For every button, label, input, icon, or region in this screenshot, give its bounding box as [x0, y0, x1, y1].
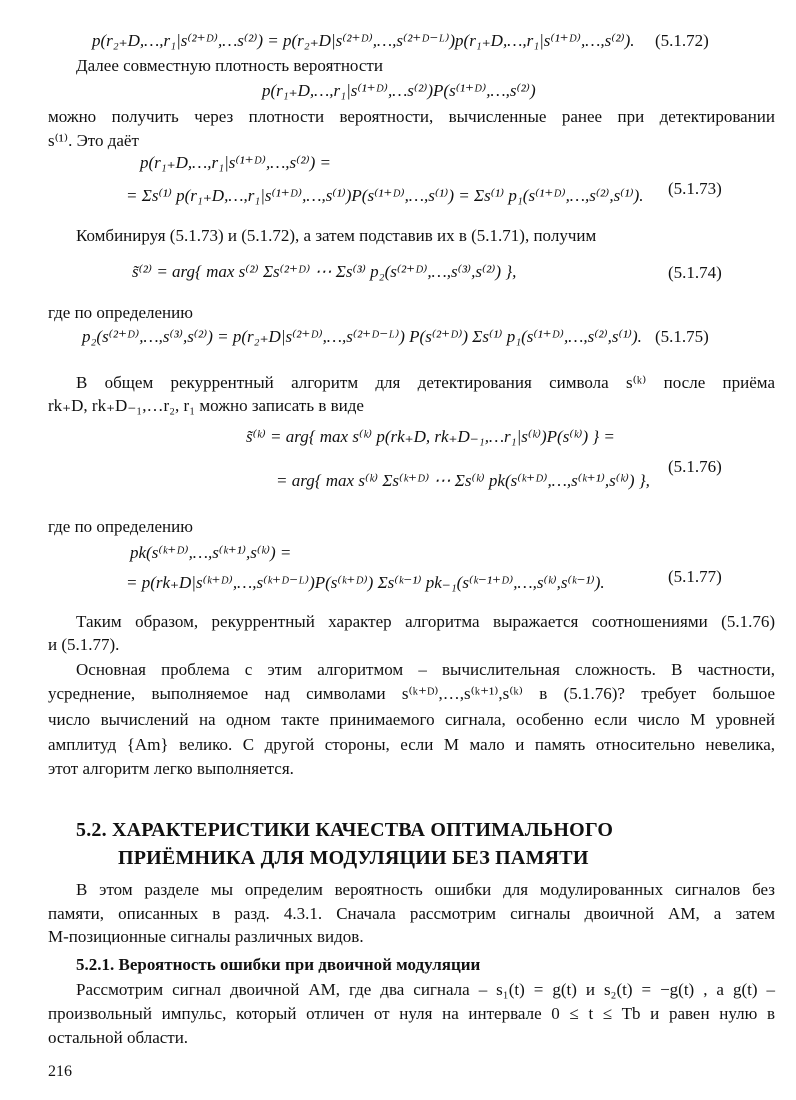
equation-number: (5.1.76): [668, 457, 722, 476]
paragraph-line: Основная проблема с этим алгоритмом – вычислительная сложность. В частности,: [76, 660, 775, 679]
paragraph-line: В этом разделе мы определим вероятность ошибки для модулированных сигналов без: [76, 880, 775, 899]
equation-number: (5.1.73): [668, 179, 722, 198]
equation-5-1-72: p(r₂₊D,…,r₁|s⁽²⁺ᴰ⁾,…s⁽²⁾) = p(r₂₊D|s⁽²⁺ᴰ⁾,…,s⁽²⁺ᴰ⁻ᴸ⁾)p(r₁₊D,…,r₁|s⁽¹⁺ᴰ⁾,…,s⁽²⁾).: [92, 31, 635, 50]
equation-density: p(r₁₊D,…,r₁|s⁽¹⁺ᴰ⁾,…s⁽²⁾)P(s⁽¹⁺ᴰ⁾,…,s⁽²⁾): [262, 81, 536, 100]
paragraph-line: амплитуд {Am} велико. С другой стороны, если M мало и память относительно невелика,: [48, 735, 775, 754]
equation-5-1-73-line1: p(r₁₊D,…,r₁|s⁽¹⁺ᴰ⁾,…,s⁽²⁾) =: [140, 153, 332, 172]
paragraph-line: rk₊D, rk₊D₋₁,…r₂, r₁ можно записать в виде: [48, 396, 364, 415]
paragraph-line: можно получить через плотности вероятности, вычисленные ранее при детектировании: [48, 107, 775, 126]
equation-number: (5.1.74): [668, 263, 722, 282]
paragraph-line: Таким образом, рекуррентный характер алгоритма выражается соотношениями (5.1.76): [76, 612, 775, 631]
paragraph-line: Рассмотрим сигнал двоичной АМ, где два сигнала – s₁(t) = g(t) и s₂(t) = −g(t) , а g(t) –: [76, 980, 775, 999]
equation-number: (5.1.77): [668, 567, 722, 586]
page-number: 216: [48, 1063, 72, 1080]
paragraph-line: усреднение, выполняемое над символами s⁽ᵏ⁺ᴰ⁾,…,s⁽ᵏ⁺¹⁾,s⁽ᵏ⁾ в (5.1.76)? требует большое: [48, 684, 775, 703]
paragraph-line: где по определению: [48, 303, 193, 322]
paragraph-line: и (5.1.77).: [48, 635, 120, 654]
equation-number: (5.1.75): [655, 327, 709, 346]
equation-5-1-76-line2: = arg{ max s⁽ᵏ⁾ Σs⁽ᵏ⁺ᴰ⁾ ⋯ Σs⁽ᵏ⁾ pk(s⁽ᵏ⁺ᴰ⁾,…,s⁽ᵏ⁺¹⁾,s⁽ᵏ⁾) },: [276, 471, 650, 490]
paragraph-line: где по определению: [48, 517, 193, 536]
equation-number: (5.1.72): [655, 31, 709, 50]
paragraph-line: В общем рекуррентный алгоритм для детектирования символа s⁽ᵏ⁾ после приёма: [76, 373, 775, 392]
paragraph-line: M-позиционные сигналы различных видов.: [48, 927, 364, 946]
section-heading: 5.2. ХАРАКТЕРИСТИКИ КАЧЕСТВА ОПТИМАЛЬНОГО: [76, 819, 614, 841]
equation-5-1-76-line1: s̃⁽ᵏ⁾ = arg{ max s⁽ᵏ⁾ p(rk₊D, rk₊D₋₁,…r₁|s⁽ᵏ⁾)P(s⁽ᵏ⁾) } =: [246, 427, 615, 446]
paragraph-line: памяти, описанных в разд. 4.3.1. Сначала рассмотрим сигналы двоичной АМ, а затем: [48, 904, 775, 923]
paragraph-line: произвольный импульс, который отличен от нуля на интервале 0 ≤ t ≤ Tb и равен нулю в: [48, 1004, 775, 1023]
paragraph-line: число вычислений на одном такте принимаемого сигнала, особенно если число M уровней: [48, 710, 775, 729]
paragraph-line: s⁽¹⁾. Это даёт: [48, 131, 139, 150]
equation-5-1-75: p₂(s⁽²⁺ᴰ⁾,…,s⁽³⁾,s⁽²⁾) = p(r₂₊D|s⁽²⁺ᴰ⁾,…,s⁽²⁺ᴰ⁻ᴸ⁾) P(s⁽²⁺ᴰ⁾) Σs⁽¹⁾ p₁(s⁽¹⁺ᴰ⁾,…,s⁽²⁾,s⁽¹⁾).: [82, 327, 642, 346]
equation-5-1-77-line1: pk(s⁽ᵏ⁺ᴰ⁾,…,s⁽ᵏ⁺¹⁾,s⁽ᵏ⁾) =: [130, 543, 292, 562]
paragraph-line: Комбинируя (5.1.73) и (5.1.72), а затем подставив их в (5.1.71), получим: [76, 226, 597, 245]
subsection-heading: 5.2.1. Вероятность ошибки при двоичной модуляции: [76, 955, 481, 974]
equation-5-1-73-line2: = Σs⁽¹⁾ p(r₁₊D,…,r₁|s⁽¹⁺ᴰ⁾,…,s⁽¹⁾)P(s⁽¹⁺ᴰ⁾,…,s⁽¹⁾) = Σs⁽¹⁾ p₁(s⁽¹⁺ᴰ⁾,…,s⁽²⁾,s⁽¹⁾).: [126, 186, 644, 205]
paragraph-line: остальной области.: [48, 1028, 189, 1047]
paragraph-line: Далее совместную плотность вероятности: [76, 56, 383, 75]
paragraph-line: этот алгоритм легко выполняется.: [48, 759, 294, 778]
equation-5-1-74: s̃⁽²⁾ = arg{ max s⁽²⁾ Σs⁽²⁺ᴰ⁾ ⋯ Σs⁽³⁾ p₂(s⁽²⁺ᴰ⁾,…,s⁽³⁾,s⁽²⁾) },: [132, 262, 517, 281]
section-heading: ПРИЁМНИКА ДЛЯ МОДУЛЯЦИИ БЕЗ ПАМЯТИ: [118, 847, 589, 869]
equation-5-1-77-line2: = p(rk₊D|s⁽ᵏ⁺ᴰ⁾,…,s⁽ᵏ⁺ᴰ⁻ᴸ⁾)P(s⁽ᵏ⁺ᴰ⁾) Σs⁽ᵏ⁻¹⁾ pk₋₁(s⁽ᵏ⁻¹⁺ᴰ⁾,…,s⁽ᵏ⁾,s⁽ᵏ⁻¹⁾).: [126, 573, 605, 592]
